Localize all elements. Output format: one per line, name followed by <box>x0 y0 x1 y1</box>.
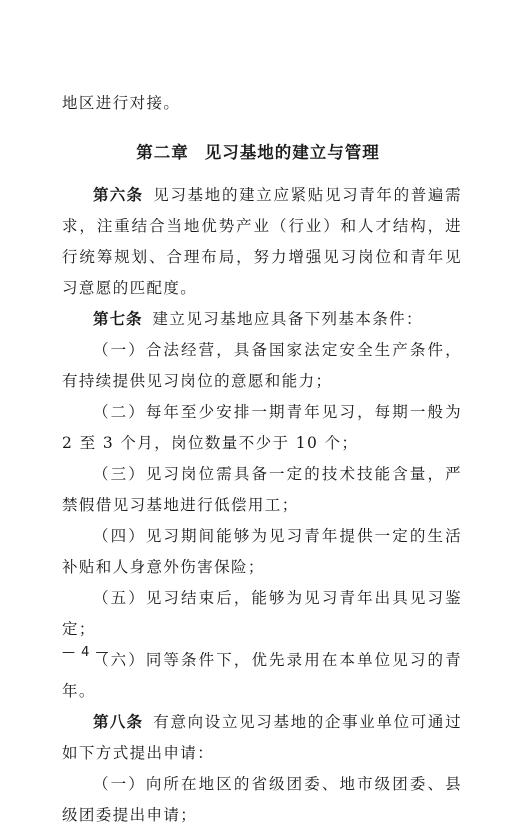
articles-block <box>62 180 462 831</box>
chapter-title-text: 见习基地的建立与管理 <box>204 143 380 162</box>
list-item <box>62 521 462 583</box>
chapter-heading <box>0 139 516 163</box>
chapter-number: 第二章 <box>136 143 189 162</box>
paragraph-text: （一）合法经营，具备国家法定安全生产条件，有持续提供见习岗位的意愿和能力； <box>62 341 462 390</box>
list-item <box>62 459 462 521</box>
paragraph-text: （五）见习结束后，能够为见习青年出具见习鉴定； <box>62 589 462 638</box>
article-label: 第八条 <box>93 713 144 731</box>
page-number: — 4 — <box>62 645 110 660</box>
paragraph-text: （二）每年至少安排一期青年见习，每期一般为 2 至 3 个月，岗位数量不少于 10 个； <box>62 403 462 452</box>
paragraph-text: （四）见习期间能够为见习青年提供一定的生活补贴和人身意外伤害保险； <box>62 527 462 576</box>
list-item <box>62 335 462 397</box>
list-item <box>62 397 462 459</box>
article-paragraph <box>62 304 462 335</box>
article-label: 第七条 <box>93 310 143 328</box>
paragraph-text: 见习基地的建立应紧贴见习青年的普遍需求，注重结合当地优势产业（行业）和人才结构，进行统筹规划、合理布局，努力增强见习岗位和青年见习意愿的匹配度。 <box>62 186 462 297</box>
paragraph-text: 建立见习基地应具备下列基本条件： <box>152 310 423 328</box>
article-label: 第六条 <box>93 186 144 204</box>
list-item <box>62 645 462 707</box>
list-item <box>62 583 462 645</box>
paragraph-text: 有意向设立见习基地的企事业单位可通过如下方式提出申请： <box>62 713 462 762</box>
paragraph-text: （六）同等条件下，优先录用在本单位见习的青年。 <box>62 651 462 700</box>
paragraph-text: （三）见习岗位需具备一定的技术技能含量，严禁假借见习基地进行低偿用工； <box>62 465 462 514</box>
list-item <box>62 769 462 831</box>
article-paragraph <box>62 180 462 304</box>
article-paragraph <box>62 707 462 769</box>
continuation-text: 地区进行对接。 <box>62 94 181 112</box>
paragraph-text: （一）向所在地区的省级团委、地市级团委、县级团委提出申请； <box>62 775 462 824</box>
